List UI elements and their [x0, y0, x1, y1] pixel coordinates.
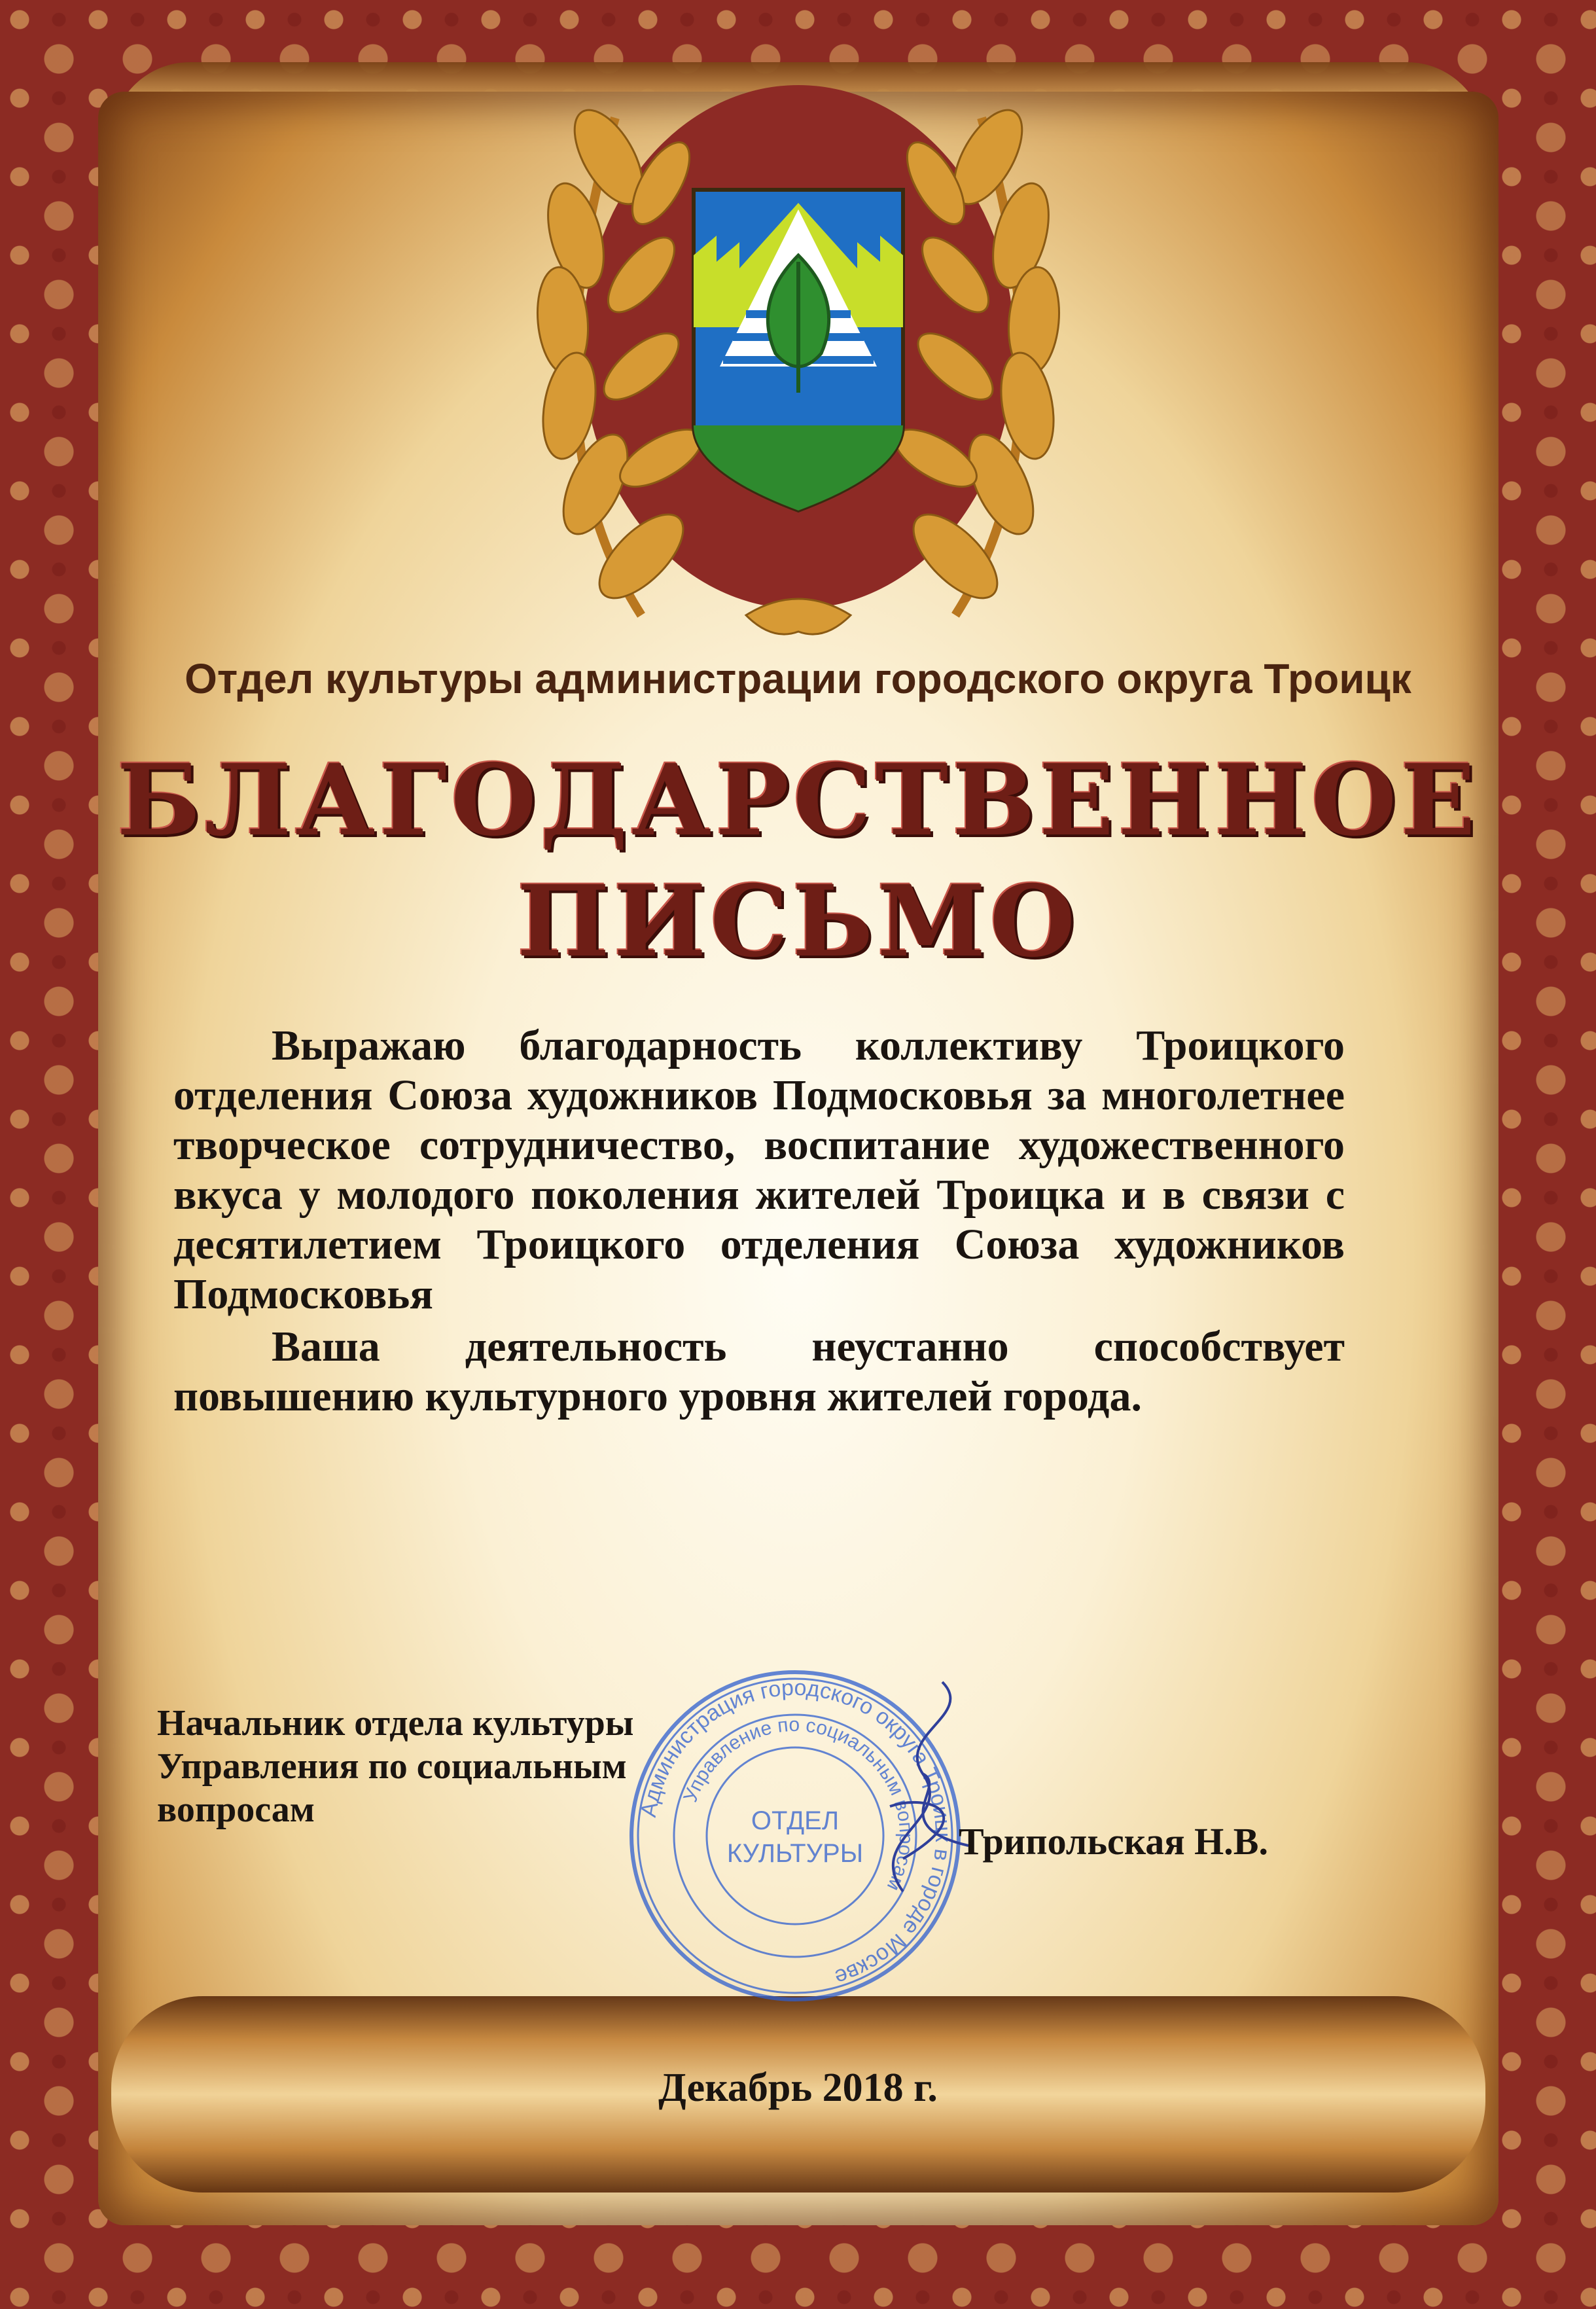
title-line-2: ПИСЬМО	[516, 864, 1080, 979]
shield-icon	[694, 190, 903, 510]
department-heading: Отдел культуры администрации городского округа Троицк	[185, 655, 1411, 702]
letter-date: Декабрь 2018 г.	[658, 2066, 938, 2110]
stamp-outer-text: Администрация городского округа Троицк в городе Москве	[635, 1675, 956, 1990]
position-line-2: Управления по социальным	[157, 1746, 627, 1787]
title-line-1: БЛАГОДАРСТВЕННОЕ	[116, 743, 1480, 858]
body-paragraph-2: Ваша деятельность неустанно способствует повышению культурного уровня жителей города.	[173, 1323, 1345, 1420]
coat-of-arms-emblem	[445, 39, 1152, 654]
stamp-center-line-2: КУЛЬТУРЫ	[726, 1839, 864, 1868]
stamp-inner-text: Управление по социальным вопросам	[679, 1713, 917, 1895]
signer-name: Трипольская Н.В.	[959, 1820, 1268, 1863]
signatory-position	[157, 1702, 633, 1831]
position-line-1: Начальник отдела культуры	[157, 1703, 634, 1744]
stamp-center-line-1: ОТДЕЛ	[751, 1806, 840, 1835]
position-line-3: вопросам	[157, 1789, 315, 1830]
body-paragraph-1: Выражаю благодарность коллективу Троицкого отделения Союза художников Подмосковья за многолетнее творческое сотрудничество, воспитание художественного вкуса у молодого поколения жителей Троицка и в связи с десятилетием Троицкого отделения Союза художников Подмосковья	[173, 1022, 1345, 1318]
handwritten-signature	[825, 1675, 995, 1898]
